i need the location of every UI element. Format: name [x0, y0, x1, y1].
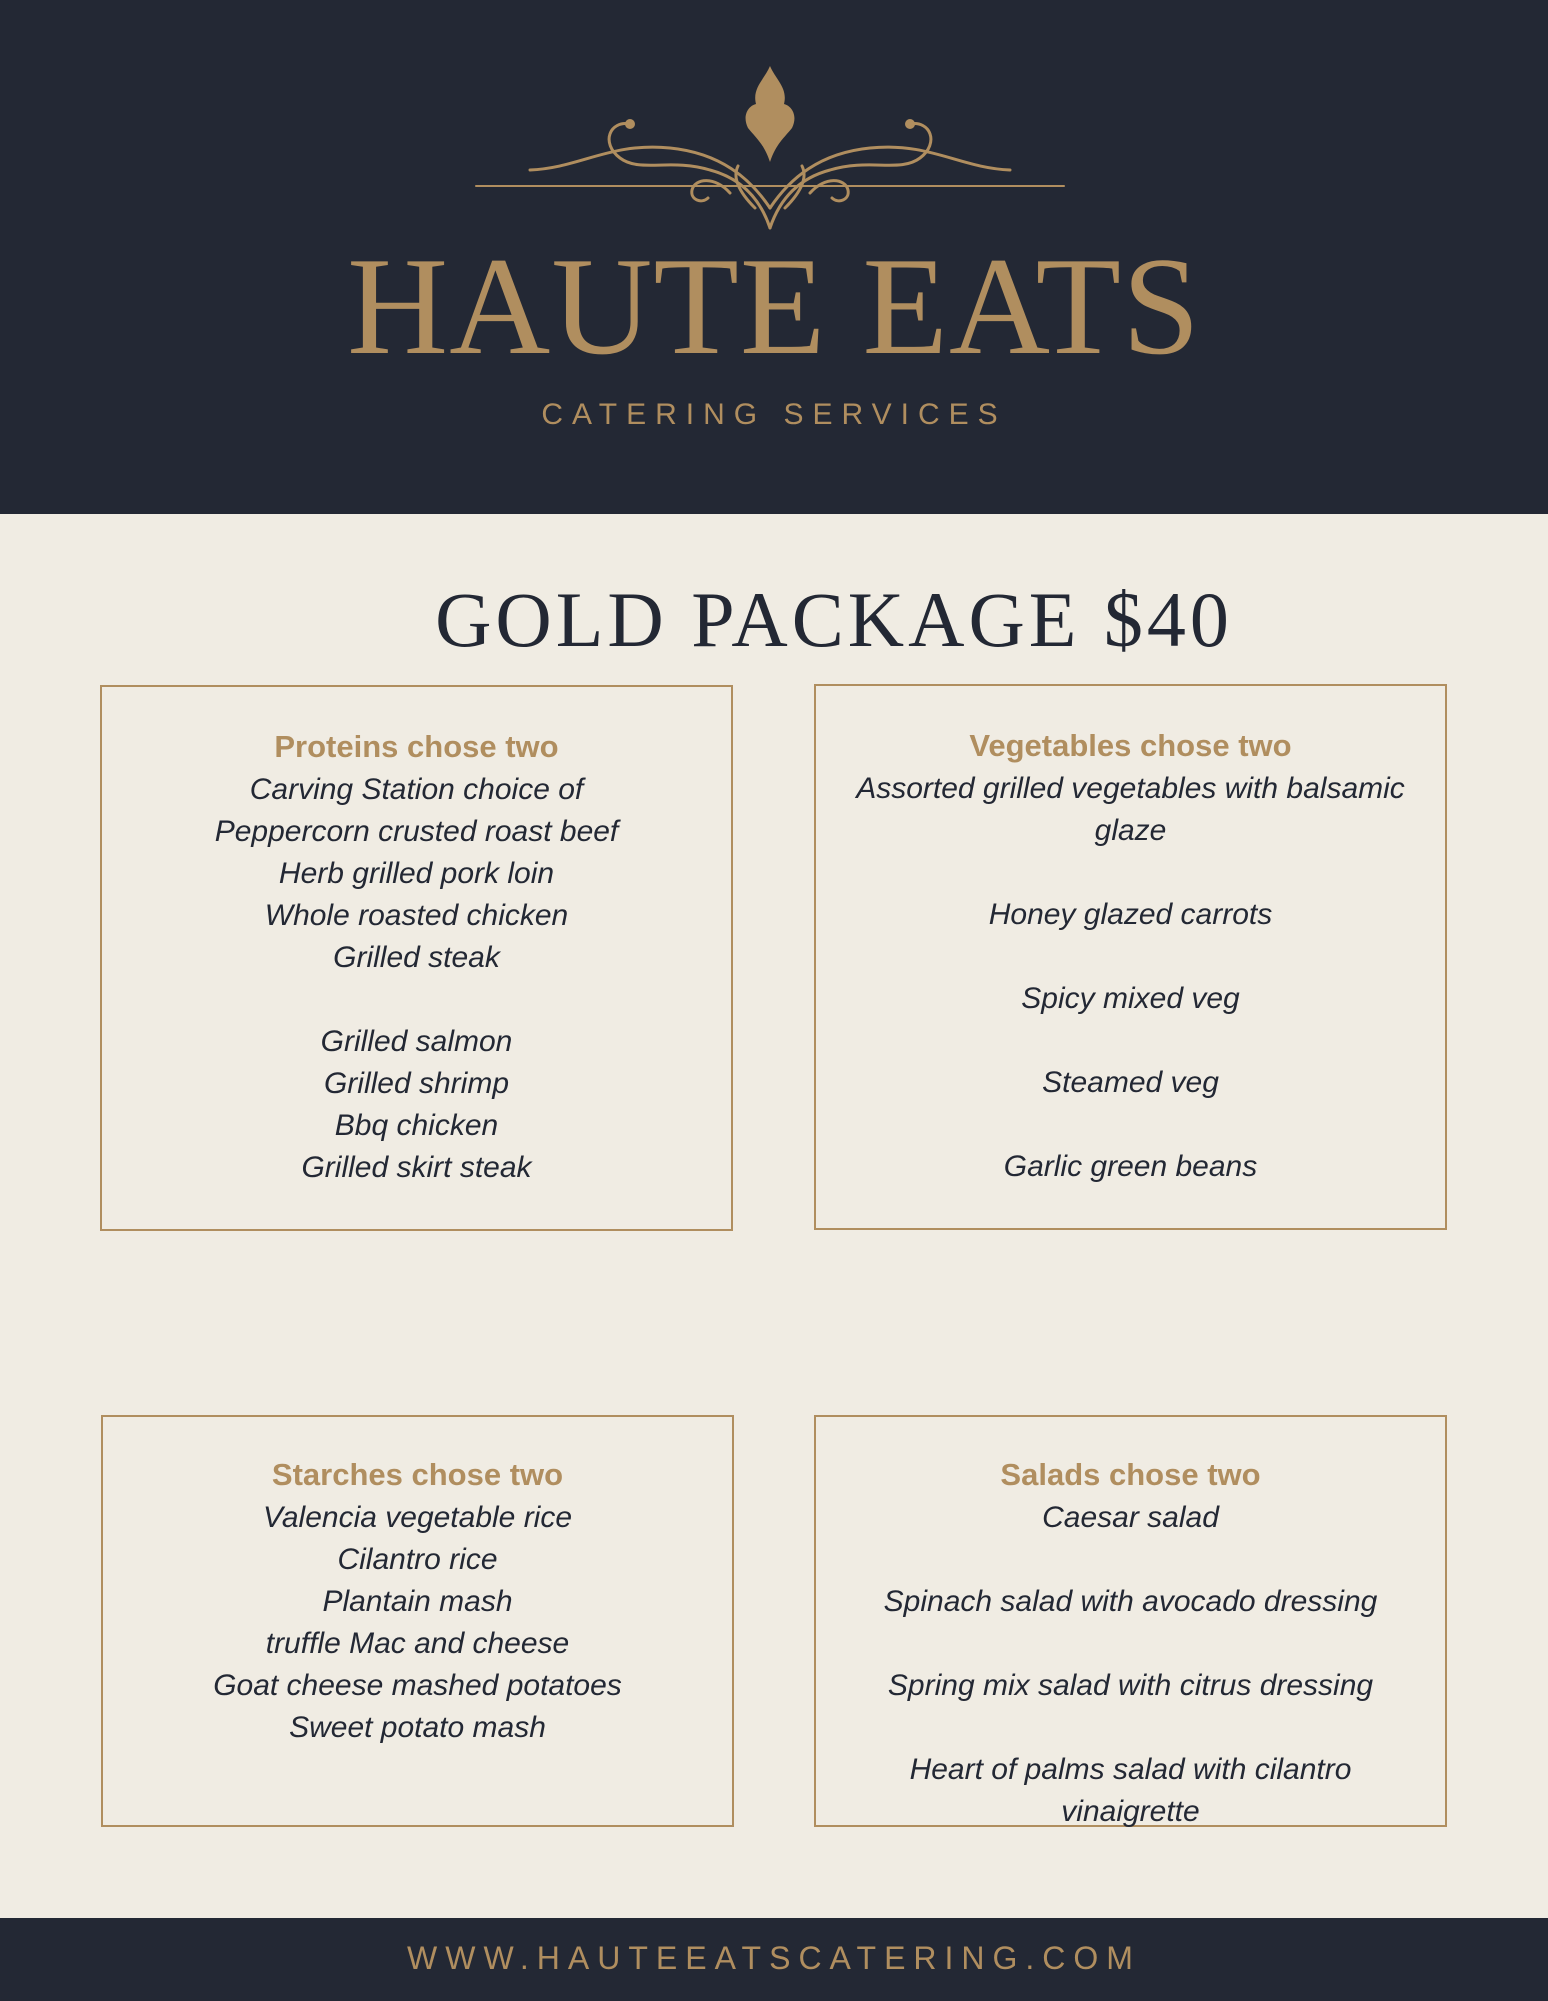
list-item: Grilled skirt steak [301, 1151, 532, 1184]
list-item: Grilled salmon [320, 1025, 513, 1058]
list-item: Herb grilled pork loin [278, 857, 555, 890]
list-item: Assorted grilled vegetables with balsamic glaze [856, 772, 1405, 847]
website-url[interactable]: WWW.HAUTEEATSCATERING.COM [407, 1940, 1141, 1976]
vegetables-list [816, 768, 1445, 1188]
salads-list [816, 1497, 1445, 1833]
list-item: Spring mix salad with citrus dressing [887, 1669, 1374, 1702]
proteins-list [102, 769, 731, 1189]
list-item: Carving Station choice of [249, 773, 584, 806]
list-item: Bbq chicken [334, 1109, 499, 1142]
salads-title: Salads chose two [1000, 1457, 1261, 1492]
list-spacer [102, 979, 731, 1021]
list-item: Goat cheese mashed potatoes [213, 1669, 622, 1702]
list-item: Steamed veg [1042, 1066, 1219, 1099]
list-item: Grilled steak [333, 941, 500, 974]
package-title: GOLD PACKAGE $40 [435, 576, 1233, 663]
vegetables-box [814, 684, 1447, 1230]
brand-tagline: CATERING SERVICES [541, 398, 1007, 431]
list-item: Sweet potato mash [289, 1711, 546, 1744]
list-item: Peppercorn crusted roast beef [214, 815, 619, 848]
starches-list [103, 1497, 732, 1749]
list-item: Cilantro rice [337, 1543, 498, 1576]
salads-box [814, 1415, 1447, 1827]
list-item: Spicy mixed veg [1021, 982, 1240, 1015]
list-item: Spinach salad with avocado dressing [883, 1585, 1378, 1618]
ornament-flourish-icon [470, 58, 1070, 238]
list-item: Heart of palms salad with cilantro vinaigrette [909, 1753, 1352, 1828]
list-item: Honey glazed carrots [988, 898, 1273, 931]
list-item: Whole roasted chicken [264, 899, 569, 932]
starches-title: Starches chose two [271, 1457, 564, 1492]
proteins-title: Proteins chose two [274, 729, 559, 764]
proteins-box [100, 685, 733, 1231]
list-item: Plantain mash [322, 1585, 513, 1618]
starches-box [101, 1415, 734, 1827]
list-item: Garlic green beans [1003, 1150, 1258, 1183]
list-item: Grilled shrimp [323, 1067, 510, 1100]
vegetables-title: Vegetables chose two [969, 728, 1292, 763]
brand-name: HAUTE EATS [347, 229, 1201, 384]
header-banner [0, 0, 1548, 514]
list-item: Caesar salad [1042, 1501, 1219, 1534]
list-item: Valencia vegetable rice [262, 1501, 573, 1534]
list-item: truffle Mac and cheese [265, 1627, 570, 1660]
